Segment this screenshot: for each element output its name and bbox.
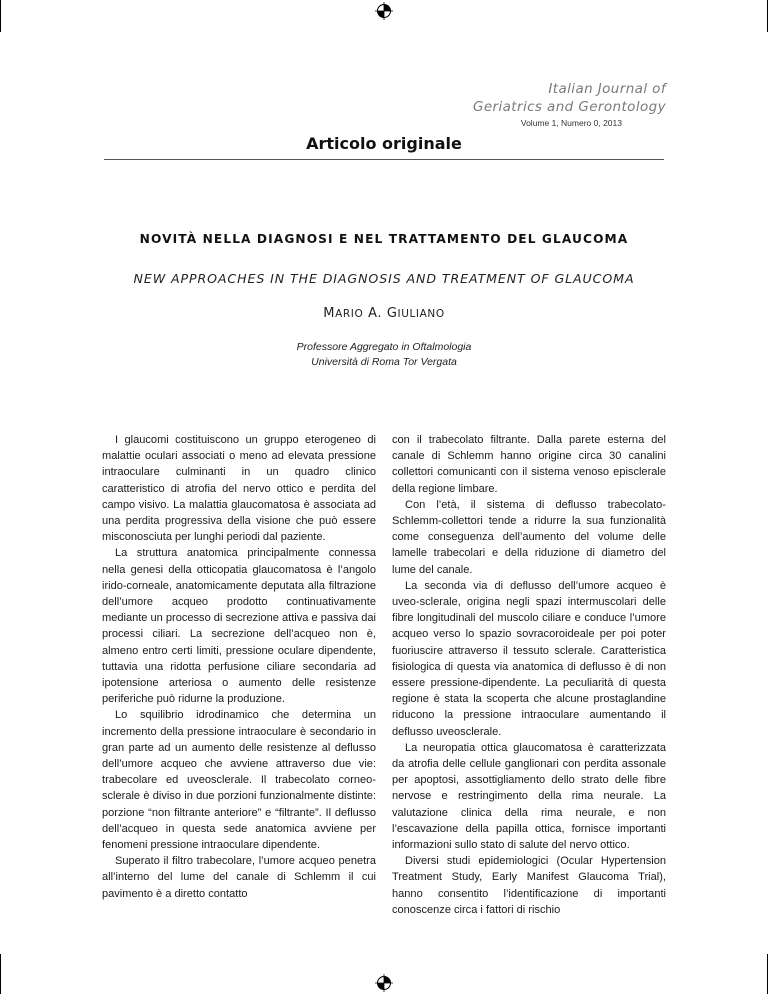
registration-mark-icon [375,974,393,992]
volume-info: Volume 1, Numero 0, 2013 [520,118,622,128]
paragraph: La neuropatia ottica glaucomatosa è caratterizzata da atrofia delle cellule ganglionari con perdita assonale per apoptosi, assottigliamento dello strato delle fibre nervose e restringimento della rima neurale. La valutazione clinica della rima neurale, e non l’escavazione della papilla ottica, fornisce importanti informazioni sullo stato di salute del nervo ottico. [392,741,666,852]
author-first-initial: M [323,306,336,321]
paragraph: Diversi studi epidemiologici (Ocular Hypertension Treatment Study, Early Manifest Glaucoma Trial), hanno consentito l’identificazione di importanti conoscenze circa i fattori di rischio [392,855,666,916]
paragraph: La struttura anatomica principalmente connessa nella genesi della otticopatia glaucomatosa è l’angolo irido-corneale, anatomicamente deputata alla filtrazione dell’umore acqueo prodotto continuativamente mediante un processo di secrezione attiva e passiva dai processi ciliari. La secrezione dell’acqueo non è, almeno entro certi limiti, pressione oculare dipendente, tuttavia una ridotta perfusione ciliare secondaria ad ipotensione arteriosa o aumento delle resistenze periferiche può ridurne la produzione. [102,547,376,706]
journal-title-line-1: Italian Journal of [548,81,666,97]
affiliation-line-2: Università di Roma Tor Vergata [311,356,457,368]
paragraph: Superato il filtro trabecolare, l’umore acqueo penetra all’interno del lume del canale di Schlemm il cui pavimento è a diretto contatto [102,855,376,900]
author-name [0,306,768,321]
body-column-right [392,432,666,918]
author-first-rest: ARIO [335,308,364,320]
author-middle: A. [363,306,387,321]
registration-mark-icon [375,2,393,20]
article-title-english: NEW APPROACHES IN THE DIAGNOSIS AND TREATMENT OF GLAUCOMA [133,271,635,286]
article-title-italian: NOVITÀ NELLA DIAGNOSI E NEL TRATTAMENTO DEL GLAUCOMA [139,232,629,246]
paragraph: Con l’età, il sistema di deflusso trabecolato-Schlemm-collettori tende a ridurre la sua funzionalità come conseguenza dell’aumento del volume delle lamelle trabecolari e della riduzione di diametro del lume del canale. [392,498,666,576]
body-column-left [102,432,376,902]
author-last-initial: G [386,306,398,321]
journal-title-line-2: Geriatrics and Gerontology [472,99,666,115]
header-divider [104,159,664,160]
paragraph: La seconda via di deflusso dell’umore acqueo è uveo-sclerale, origina negli spazi intermuscolari delle fibre longitudinali del muscolo ciliare e conduce l’umore acqueo verso lo spazio sovracoroideale per poi poter fuoriuscire attraverso il tessuto sclerale. Caratteristica fisiologica di questa via anatomica di deflusso è di non essere pressione-dipendente. La peculiarità di questa regione è stata la scoperta che alcune prostaglandine riducono la pressione intraoculare aumentando il deflusso uveosclerale. [392,579,666,738]
author-last-rest: IULIANO [397,308,445,320]
paragraph: I glaucomi costituiscono un gruppo eterogeneo di malattie oculari associati o meno ad elevata pressione intraoculare culminanti in un quadro clinico caratteristico di atrofia del nervo ottico e perdita del campo visivo. La malattia glaucomatosa è associata ad una perdita progressiva della visione che può essere misconosciuta per lunghi periodi dal paziente. [102,434,376,544]
paragraph: con il trabecolato filtrante. Dalla parete esterna del canale di Schlemm hanno origine circa 30 canalini collettori comunicanti con il sistema venoso episclerale della regione limbare. [392,434,666,495]
journal-title [473,80,666,116]
crop-mark-top-left [0,0,1,32]
author-affiliation [0,340,768,370]
paragraph: Lo squilibrio idrodinamico che determina un incremento della pressione intraoculare è secondario in gran parte ad un aumento delle resistenze al deflusso dell’umore acqueo che avviene attraverso due vie: trabecolare ed uveosclerale. Il trabecolato corneo-sclerale è diviso in due porzioni funzionalmente distinte: porzione “non filtrante anteriore” e “filtrante”. Il deflusso dell’acqueo in questa sede anatomica avviene per fenomeni pressione intraoculare dipendente. [102,709,376,852]
affiliation-line-1: Professore Aggregato in Oftalmologia [296,341,472,353]
section-label: Articolo originale [306,134,462,153]
crop-mark-bottom-left [0,954,1,994]
